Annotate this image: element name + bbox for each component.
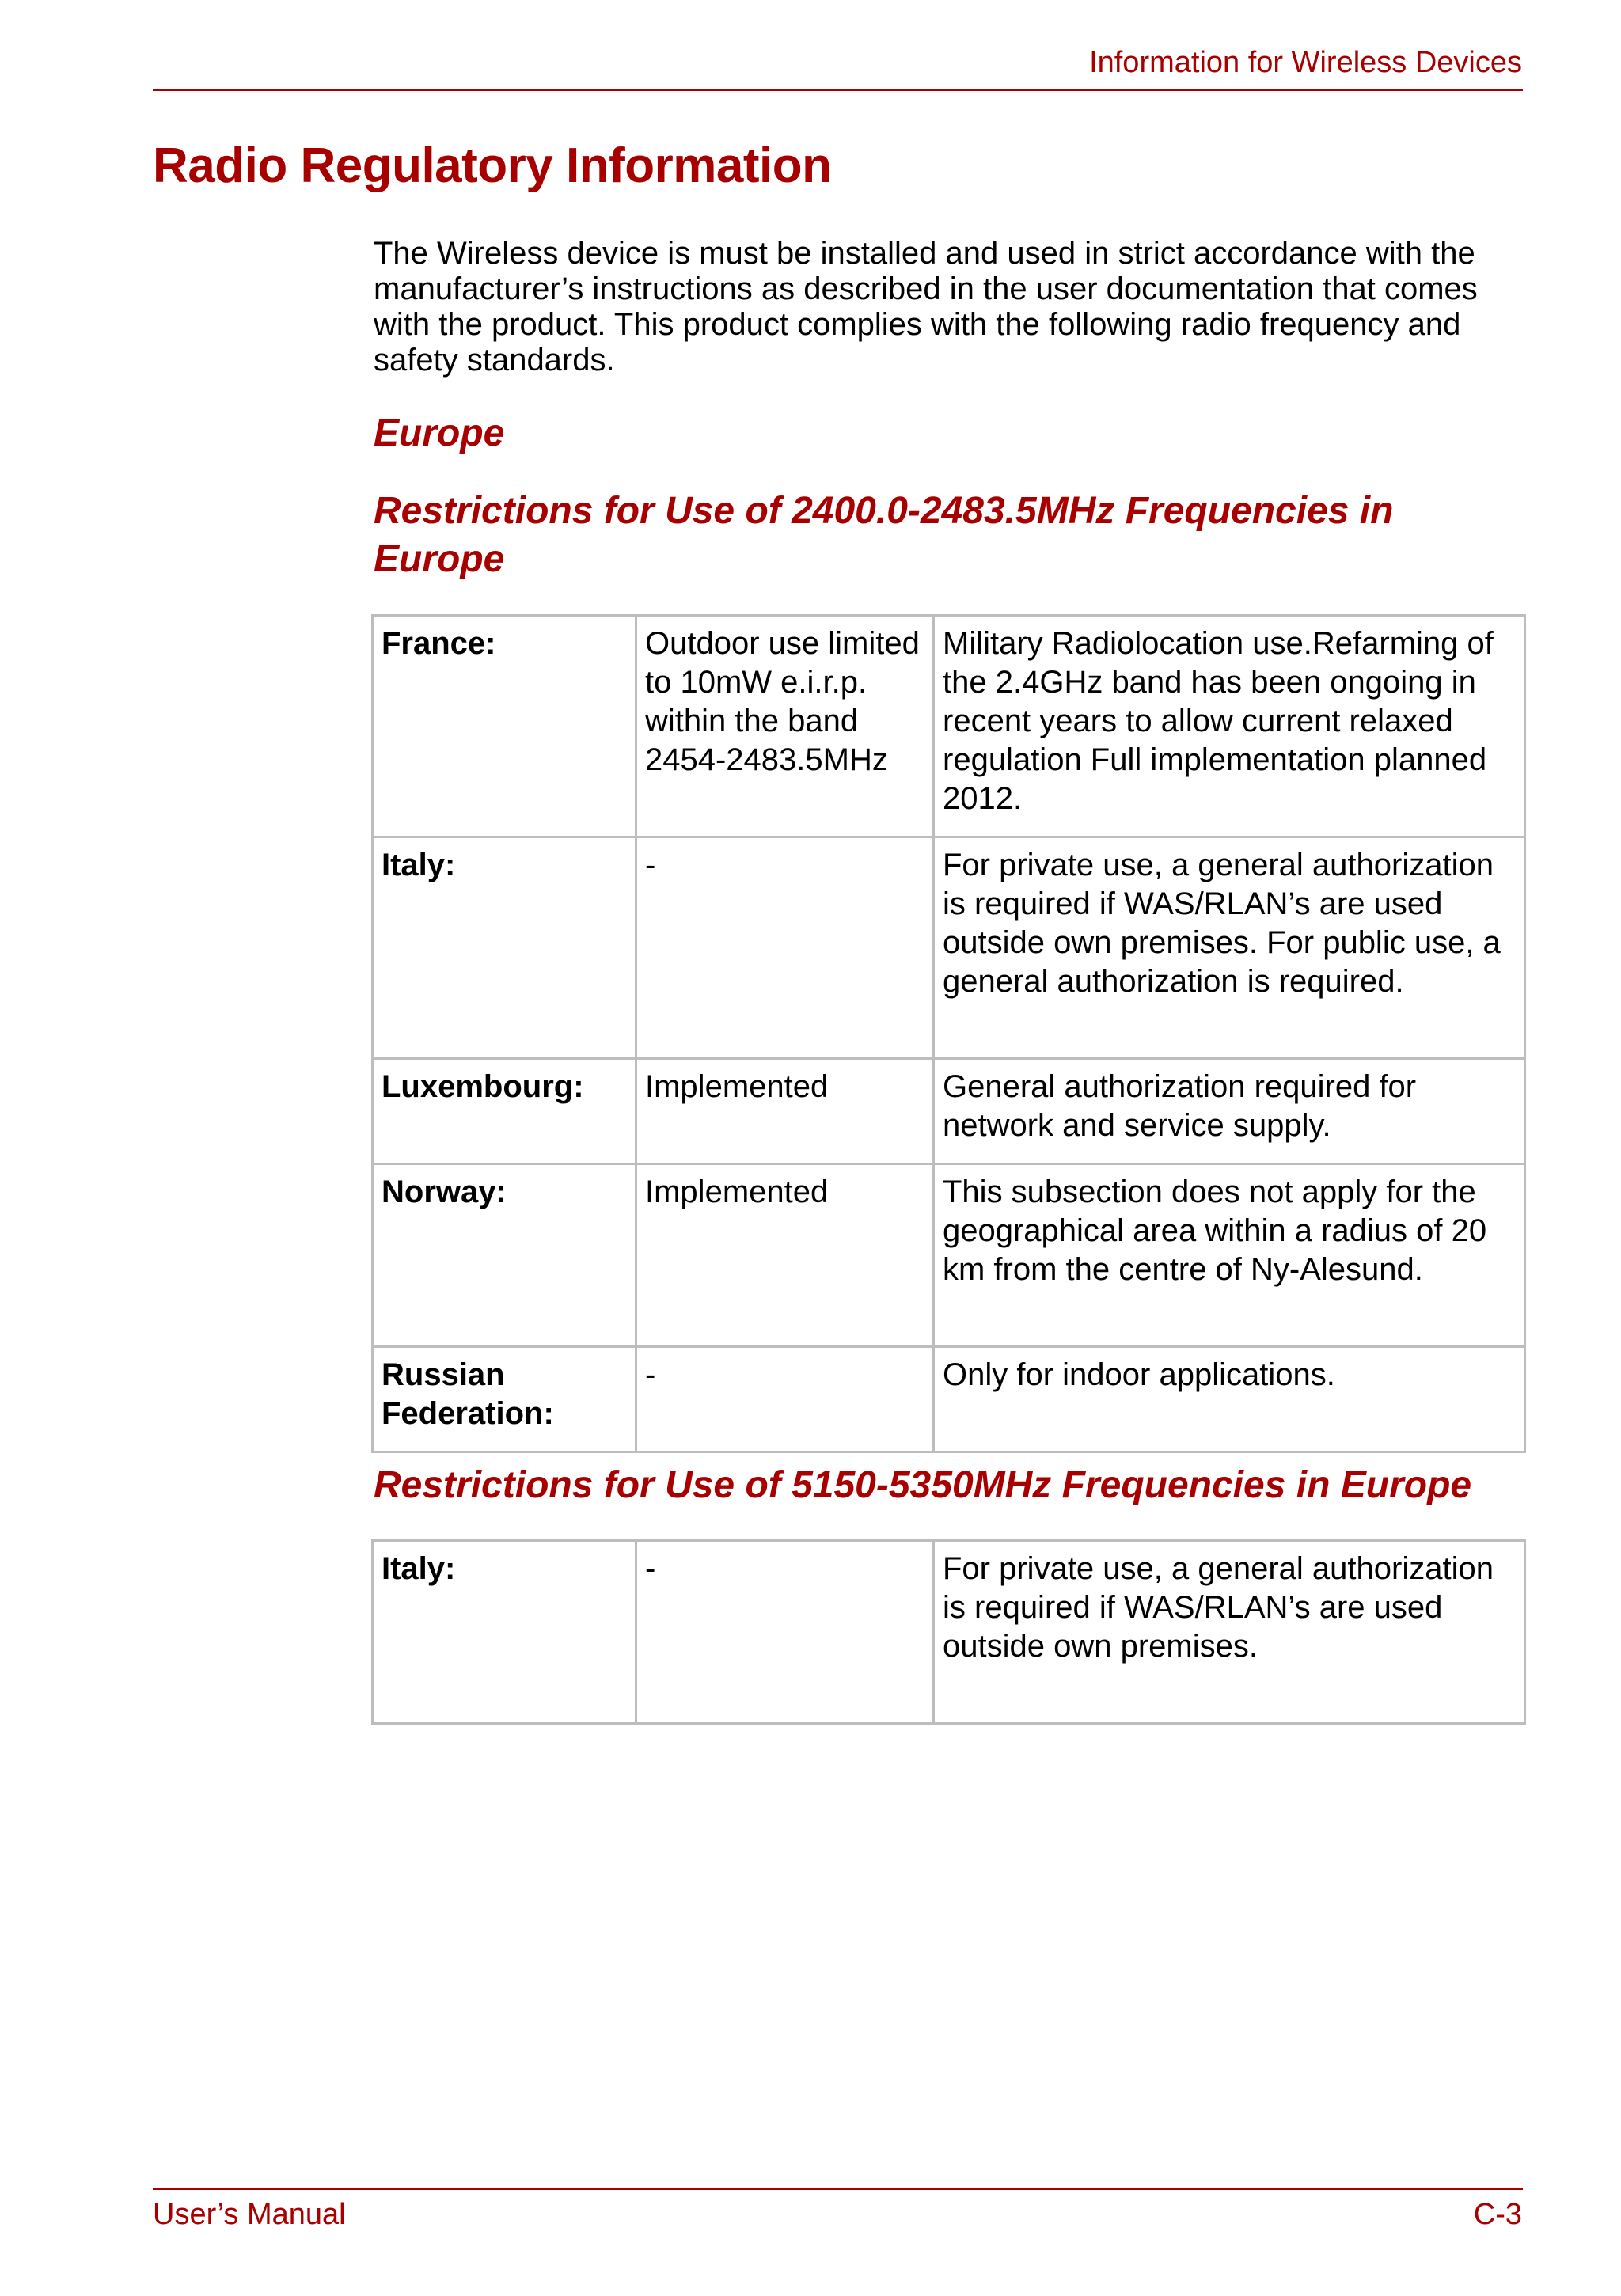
status-cell: Implemented [636, 1059, 934, 1164]
country-cell: Luxembourg: [373, 1059, 636, 1164]
page-number: C-3 [1473, 2198, 1522, 2231]
country-cell: France: [373, 616, 636, 837]
restrictions-table-5150mhz [371, 1539, 1526, 1725]
country-cell: Italy: [373, 1541, 636, 1724]
notes-cell: Only for indoor applications. [934, 1347, 1525, 1452]
table-row [373, 616, 1525, 837]
country-cell: Russian Federation: [373, 1347, 636, 1452]
subheading-2400mhz: Restrictions for Use of 2400.0-2483.5MHz Frequencies in Europe [374, 490, 1394, 580]
intro-paragraph: The Wireless device is must be installed and used in strict accordance with the manufacturer’s instructions as described in the user documentation that comes with the product. This product complies with the following radio frequency and safety standards. [374, 236, 1478, 378]
status-cell: - [636, 1347, 934, 1452]
table-row [373, 837, 1525, 1059]
running-header: Information for Wireless Devices [1089, 46, 1522, 79]
table-row [373, 1541, 1525, 1724]
status-cell: Implemented [636, 1164, 934, 1347]
table-row [373, 1347, 1525, 1452]
notes-cell: Military Radiolocation use.Refarming of the 2.4GHz band has been ongoing in recent years to allow current relaxed regulation Full implementation planned 2012. [934, 616, 1525, 837]
notes-cell: For private use, a general authorization is required if WAS/RLAN’s are used outside own premises. [934, 1541, 1525, 1724]
section-heading-europe: Europe [374, 412, 505, 454]
status-cell: - [636, 1541, 934, 1724]
country-cell: Norway: [373, 1164, 636, 1347]
subheading-5150mhz: Restrictions for Use of 5150-5350MHz Frequencies in Europe [374, 1464, 1472, 1506]
table-row [373, 1059, 1525, 1164]
page-title: Radio Regulatory Information [153, 139, 832, 193]
country-cell: Italy: [373, 837, 636, 1059]
status-cell: - [636, 837, 934, 1059]
table-row [373, 1164, 1525, 1347]
footer-manual-title: User’s Manual [153, 2198, 346, 2231]
notes-cell: For private use, a general authorization is required if WAS/RLAN’s are used outside own premises. For public use, a general authorization is required. [934, 837, 1525, 1059]
status-cell: Outdoor use limited to 10mW e.i.r.p. within the band 2454-2483.5MHz [636, 616, 934, 837]
footer-divider [153, 2188, 1523, 2190]
restrictions-table-2400mhz [371, 614, 1526, 1453]
notes-cell: General authorization required for network and service supply. [934, 1059, 1525, 1164]
header-divider [153, 89, 1523, 91]
notes-cell: This subsection does not apply for the geographical area within a radius of 20 km from the centre of Ny-Alesund. [934, 1164, 1525, 1347]
